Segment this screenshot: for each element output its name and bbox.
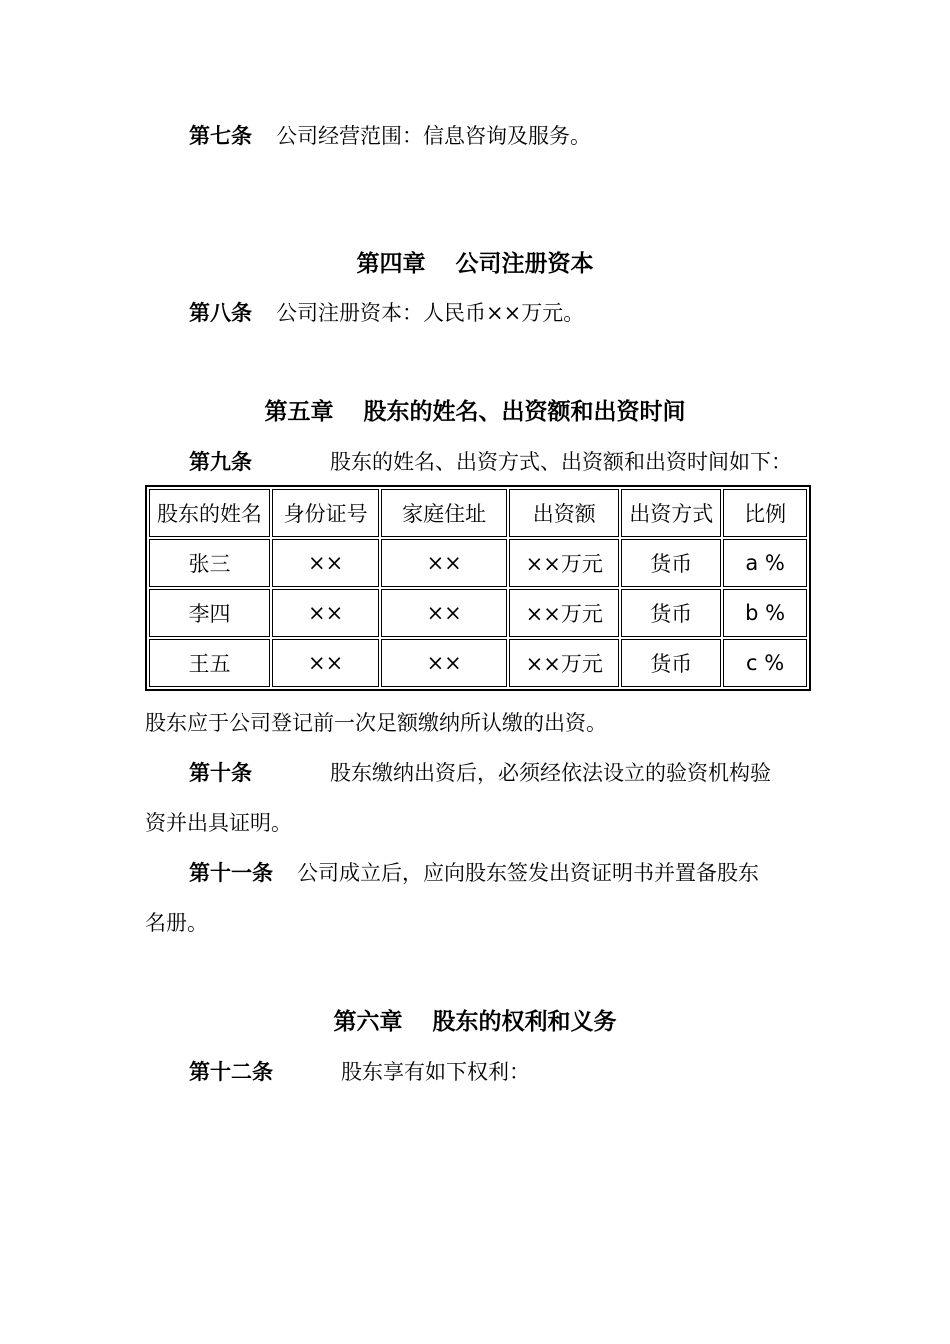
article-9 [189,447,792,477]
cell-address: ×× [381,539,507,587]
cell-name: 张三 [149,539,270,587]
article-12-text: 股东享有如下权利： [341,1060,530,1084]
cell-amount: ××万元 [509,589,619,637]
cell-ratio: c % [723,639,807,687]
article-11-label: 第十一条 [189,861,273,885]
table-row [149,639,807,687]
article-11-text-line-1: 公司成立后，应向股东签发出资证明书并置备股东 [297,861,759,885]
table-header-row [149,489,807,537]
shareholder-table [145,485,811,691]
after-table-note: 股东应于公司登记前一次足额缴纳所认缴的出资。 [145,711,607,735]
article-9-text: 股东的姓名、出资方式、出资额和出资时间如下： [330,450,792,474]
cell-id: ×× [272,539,379,587]
cell-amount: ××万元 [509,539,619,587]
chapter-5-number: 第五章 [264,399,334,425]
article-9-label: 第九条 [189,450,252,474]
article-10-line-2: 资并出具证明。 [145,811,292,835]
chapter-6-title: 股东的权利和义务 [432,1009,617,1035]
cell-name: 王五 [149,639,270,687]
cell-ratio: b % [723,589,807,637]
article-10-line-1 [189,758,771,788]
article-7-label: 第七条 [189,124,252,148]
chapter-5-title: 股东的姓名、出资额和出资时间 [363,399,686,425]
table-row [149,589,807,637]
chapter-4-title: 公司注册资本 [455,251,594,277]
article-12 [189,1057,530,1087]
chapter-6-number: 第六章 [333,1009,403,1035]
chapter-5-heading [0,397,950,427]
header-cell-method: 出资方式 [621,489,721,537]
article-12-label: 第十二条 [189,1060,273,1084]
cell-method: 货币 [621,639,721,687]
article-8-label: 第八条 [189,301,252,325]
article-10-label: 第十条 [189,761,252,785]
article-7-text: 公司经营范围：信息咨询及服务。 [276,124,591,148]
article-8 [189,298,584,328]
article-7 [189,121,591,151]
header-cell-ratio: 比例 [723,489,807,537]
cell-address: ×× [381,589,507,637]
chapter-4-heading [0,249,950,279]
header-cell-address: 家庭住址 [381,489,507,537]
article-10-text-line-1: 股东缴纳出资后，必须经依法设立的验资机构验 [330,761,771,785]
article-11-line-2: 名册。 [145,911,208,935]
header-cell-id: 身份证号 [272,489,379,537]
cell-id: ×× [272,589,379,637]
cell-id: ×× [272,639,379,687]
cell-method: 货币 [621,589,721,637]
article-8-text: 公司注册资本：人民币××万元。 [276,301,585,325]
article-11-line-1 [189,858,759,888]
cell-ratio: a % [723,539,807,587]
header-cell-name: 股东的姓名 [149,489,270,537]
cell-address: ×× [381,639,507,687]
chapter-6-heading [0,1007,950,1037]
chapter-4-number: 第四章 [356,251,426,277]
header-cell-amount: 出资额 [509,489,619,537]
cell-amount: ××万元 [509,639,619,687]
table-row [149,539,807,587]
cell-name: 李四 [149,589,270,637]
cell-method: 货币 [621,539,721,587]
